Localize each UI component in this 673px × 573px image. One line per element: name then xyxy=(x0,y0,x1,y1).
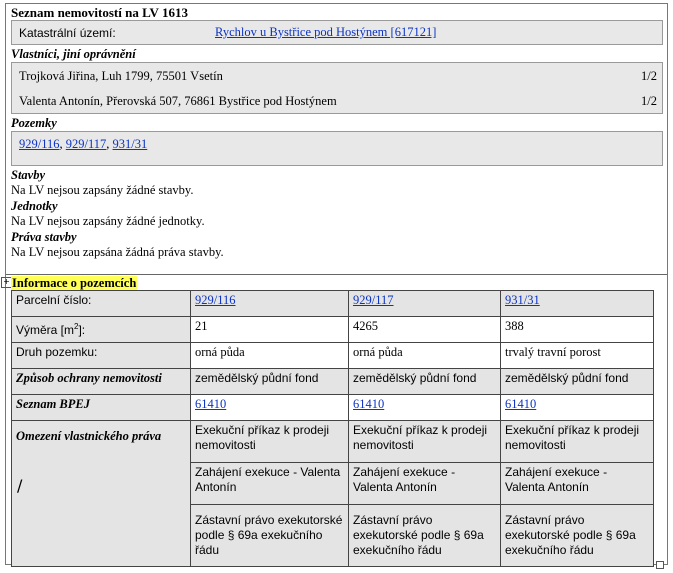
vymera-value-3: 388 xyxy=(501,317,654,343)
section-divider xyxy=(6,274,667,275)
parcel-link-1[interactable]: 929/116 xyxy=(195,293,236,307)
omezeni-value: Zástavní právo exekutorské podle § 69a exekučního řádu xyxy=(501,505,654,567)
table-row xyxy=(12,291,654,317)
ochrana-value-1: zemědělský půdní fond xyxy=(191,369,349,395)
bpej-link-3[interactable]: 61410 xyxy=(505,397,537,411)
owner-name-2: Valenta Antonín, Přerovská 507, 76861 Bystřice pod Hostýnem xyxy=(19,94,337,108)
pozemek-link-931-31[interactable]: 931/31 xyxy=(112,137,148,151)
info-title: Informace o pozemcích xyxy=(12,276,137,290)
ochrana-value-3: zemědělský půdní fond xyxy=(501,369,654,395)
omezeni-value: Exekuční příkaz k prodeji nemovitosti xyxy=(501,421,654,463)
pozemek-link-929-117[interactable]: 929/117 xyxy=(65,137,107,151)
prava-heading: Práva stavby xyxy=(11,230,77,244)
bpej-link-2[interactable]: 61410 xyxy=(353,397,385,411)
druh-value-1: orná půda xyxy=(191,343,349,369)
table-row xyxy=(12,343,654,369)
vymera-label-prefix: Výměra [m xyxy=(16,323,75,337)
table-row xyxy=(12,317,654,343)
owners-box xyxy=(11,62,663,114)
pozemky-sep: , xyxy=(59,137,66,151)
table-row xyxy=(12,369,654,395)
text-cursor: / xyxy=(17,476,23,495)
druh-label: Druh pozemku: xyxy=(12,343,191,369)
omezeni-label xyxy=(12,421,191,567)
parcel-link-3[interactable]: 931/31 xyxy=(505,293,540,307)
vymera-label-suffix: ]: xyxy=(78,323,86,337)
owner-share-2: 1/2 xyxy=(641,94,657,108)
parcel-link-2[interactable]: 929/117 xyxy=(353,293,394,307)
bpej-cell xyxy=(349,395,501,421)
stavby-text: Na LV nejsou zapsány žádné stavby. xyxy=(11,183,194,197)
pozemky-links xyxy=(19,137,147,152)
owner-share-1: 1/2 xyxy=(641,69,657,83)
omezeni-value: Zástavní právo exekutorské podle § 69a exekučního řádu xyxy=(191,505,349,567)
owner-name-1: Trojková Jiřina, Luh 1799, 75501 Vsetín xyxy=(19,69,223,83)
owners-heading: Vlastníci, jiní oprávnění xyxy=(11,47,136,61)
vymera-label xyxy=(12,317,191,343)
parcel-label: Parcelní číslo: xyxy=(12,291,191,317)
table-move-icon[interactable]: + xyxy=(1,277,12,288)
bpej-cell xyxy=(501,395,654,421)
druh-value-2: orná půda xyxy=(349,343,501,369)
omezeni-label-text: Omezení vlastnického práva xyxy=(16,429,162,443)
katastr-box xyxy=(11,20,663,45)
table-resize-handle[interactable] xyxy=(656,561,664,569)
ochrana-value-2: zemědělský půdní fond xyxy=(349,369,501,395)
katastr-link[interactable]: Rychlov u Bystřice pod Hostýnem [617121] xyxy=(215,25,437,39)
ochrana-label: Způsob ochrany nemovitosti xyxy=(12,369,191,395)
stavby-heading: Stavby xyxy=(11,168,46,182)
omezeni-value: Zahájení exekuce - Valenta Antonín xyxy=(501,463,654,505)
omezeni-value: Exekuční příkaz k prodeji nemovitosti xyxy=(191,421,349,463)
parcel-cell xyxy=(191,291,349,317)
pozemky-sep: , xyxy=(106,137,113,151)
vymera-label-sup: 2 xyxy=(74,322,79,331)
pozemky-heading: Pozemky xyxy=(11,116,57,130)
katastr-label: Katastrální území: xyxy=(19,26,116,40)
pozemky-box xyxy=(11,131,663,166)
table-row xyxy=(12,421,654,463)
omezeni-value: Exekuční příkaz k prodeji nemovitosti xyxy=(349,421,501,463)
page-title: Seznam nemovitostí na LV 1613 xyxy=(11,5,188,20)
druh-value-3: trvalý travní porost xyxy=(501,343,654,369)
bpej-cell xyxy=(191,395,349,421)
omezeni-value: Zahájení exekuce - Valenta Antonín xyxy=(191,463,349,505)
vymera-value-1: 21 xyxy=(191,317,349,343)
jednotky-text: Na LV nejsou zapsány žádné jednotky. xyxy=(11,214,205,228)
parcel-cell xyxy=(349,291,501,317)
info-table xyxy=(11,290,654,567)
bpej-link-1[interactable]: 61410 xyxy=(195,397,227,411)
jednotky-heading: Jednotky xyxy=(11,199,58,213)
vymera-value-2: 4265 xyxy=(349,317,501,343)
table-row xyxy=(12,395,654,421)
parcel-cell xyxy=(501,291,654,317)
omezeni-value: Zahájení exekuce - Valenta Antonín xyxy=(349,463,501,505)
prava-text: Na LV nejsou zapsána žádná práva stavby. xyxy=(11,245,224,259)
omezeni-value: Zástavní právo exekutorské podle § 69a exekučního řádu xyxy=(349,505,501,567)
bpej-label: Seznam BPEJ xyxy=(12,395,191,421)
pozemek-link-929-116[interactable]: 929/116 xyxy=(19,137,60,151)
